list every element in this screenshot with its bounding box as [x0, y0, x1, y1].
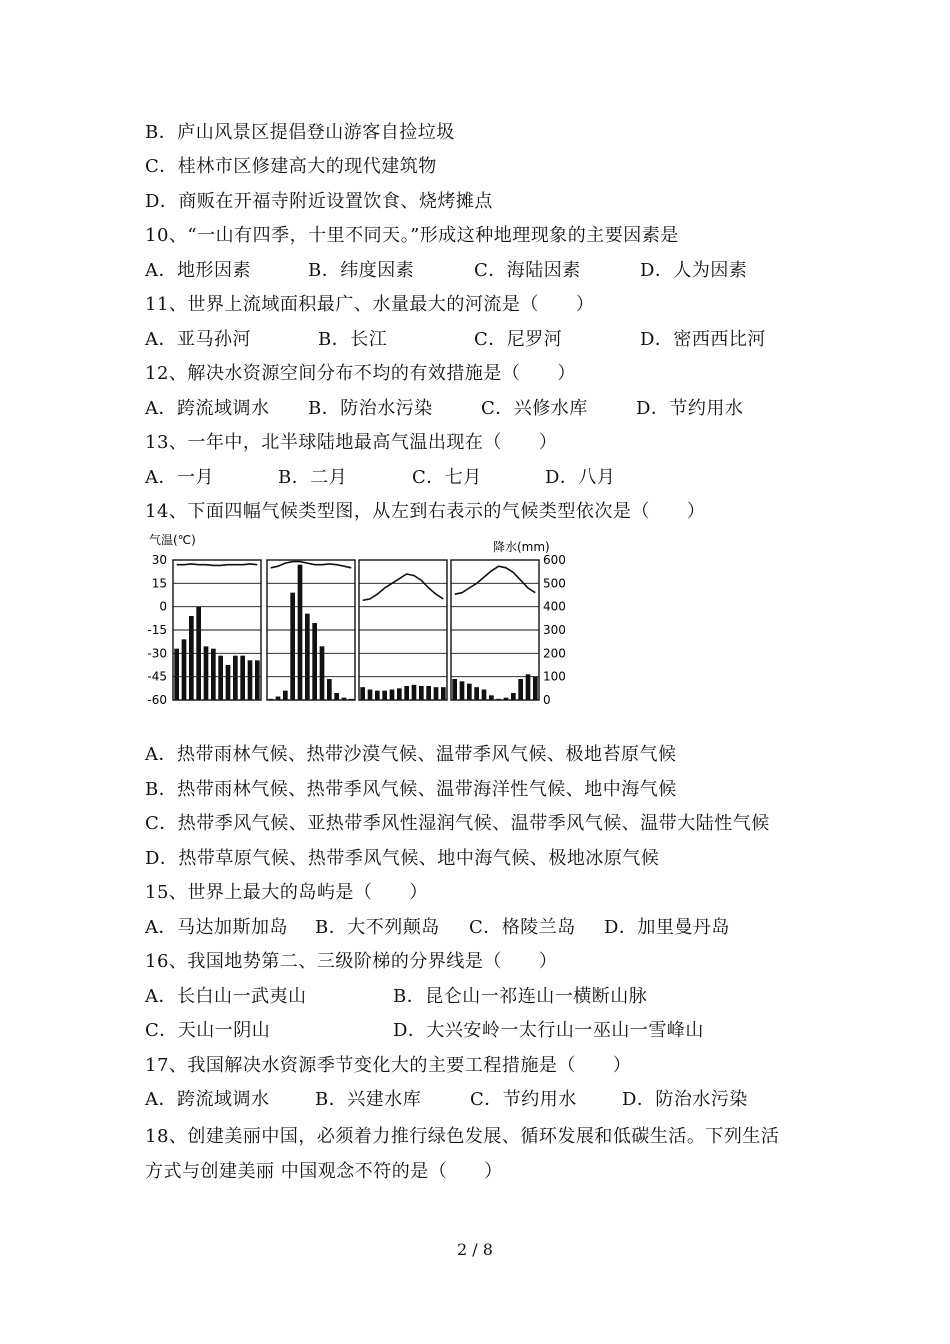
q15-option-a: A．马达加斯加岛 [145, 917, 288, 938]
q16-option-b: B．昆仑山一祁连山一横断山脉 [393, 986, 648, 1007]
temperature-line [363, 574, 444, 600]
precipitation-bar [474, 687, 479, 700]
q10-option-d: D．人为因素 [640, 260, 748, 281]
q11-option-d: D．密西西比河 [640, 329, 766, 350]
precipitation-bar [441, 687, 446, 700]
precipitation-bar [397, 688, 402, 700]
precipitation-bar [320, 646, 325, 700]
precipitation-bar [233, 656, 238, 700]
precipitation-bar [404, 686, 409, 700]
q12-stem: 12、解决水资源空间分布不均的有效措施是（ ） [145, 363, 576, 384]
temperature-line [455, 566, 536, 594]
temperature-tick-label: 0 [159, 599, 167, 614]
q17-stem: 17、我国解决水资源季节变化大的主要工程措施是（ ） [145, 1055, 632, 1076]
q14-option-d: D．热带草原气候、热带季风气候、地中海气候、极地冰原气候 [145, 848, 660, 869]
q16-option-a: A．长白山一武夷山 [145, 986, 307, 1007]
q9-option-c: C．桂林市区修建高大的现代建筑物 [145, 156, 437, 177]
precipitation-bar [368, 690, 373, 701]
precipitation-bar [533, 677, 538, 700]
precipitation-bar [240, 656, 245, 700]
precipitation-bar [327, 679, 332, 700]
precipitation-bar [511, 693, 516, 700]
precipitation-tick-label: 0 [543, 693, 551, 707]
climate-panel-2 [267, 560, 355, 700]
precipitation-tick-label: 500 [543, 576, 566, 591]
precipitation-bar [189, 616, 194, 700]
q15-stem: 15、世界上最大的岛屿是（ ） [145, 882, 428, 903]
temperature-tick-label: -15 [147, 623, 167, 637]
q14-option-a: A．热带雨林气候、热带沙漠气候、温带季风气候、极地苔原气候 [145, 744, 677, 765]
precipitation-bar [283, 691, 288, 700]
q15-option-c: C．格陵兰岛 [469, 917, 576, 938]
q10-option-a: A．地形因素 [145, 260, 251, 281]
precipitation-tick-label: 100 [543, 669, 566, 684]
q10-option-b: B．纬度因素 [308, 260, 415, 281]
q18-stem-line1: 18、创建美丽中国，必须着力推行绿色发展、循环发展和低碳生活。下列生活 [145, 1126, 780, 1147]
q15-option-b: B．大不列颠岛 [315, 917, 440, 938]
q16-option-d: D．大兴安岭一太行山一巫山一雪峰山 [393, 1020, 704, 1041]
precipitation-bar [426, 686, 431, 700]
q12-option-d: D．节约用水 [636, 398, 744, 419]
precipitation-tick-label: 400 [543, 599, 566, 614]
climate-panel-4 [451, 560, 539, 700]
precipitation-bar [390, 690, 395, 701]
q9-option-d: D．商贩在开福寺附近设置饮食、烧烤摊点 [145, 191, 493, 212]
climate-panels [173, 560, 539, 700]
page-number: 2 / 8 [457, 1240, 493, 1259]
precipitation-bar [467, 684, 472, 700]
precipitation-bar [504, 698, 509, 700]
q11-option-a: A．亚马孙河 [145, 329, 251, 350]
q18-stem-line2: 方式与创建美丽 中国观念不符的是（ ） [145, 1161, 503, 1182]
precipitation-bar [342, 698, 347, 700]
precipitation-bar [375, 691, 380, 700]
temperature-tick-label: -45 [147, 669, 167, 684]
q11-option-b: B．长江 [318, 329, 388, 350]
temperature-ticks [147, 553, 167, 707]
precipitation-bar [196, 607, 201, 700]
q17-option-d: D．防治水污染 [622, 1089, 748, 1110]
precipitation-bar [489, 695, 494, 700]
precipitation-bar [290, 593, 295, 700]
q9-option-b: B．庐山风景区提倡登山游客自捡垃圾 [145, 122, 455, 143]
precipitation-bar [174, 649, 179, 700]
precipitation-ticks [543, 553, 566, 707]
temperature-tick-label: 15 [151, 576, 167, 591]
q17-option-c: C．节约用水 [470, 1089, 577, 1110]
temperature-tick-label: 30 [151, 553, 167, 567]
precipitation-bar [204, 646, 209, 700]
q13-option-b: B．二月 [278, 467, 348, 488]
precipitation-bar [211, 649, 216, 700]
climate-panel-3 [359, 560, 447, 700]
precipitation-bar [526, 674, 531, 700]
temperature-line [177, 564, 258, 566]
q12-option-c: C．兴修水库 [481, 398, 588, 419]
precipitation-bar [312, 623, 317, 700]
precipitation-axis-label: 降水(mm) [493, 540, 550, 554]
climate-panel-1 [173, 560, 261, 700]
precipitation-bar [248, 660, 253, 700]
q14-option-c: C．热带季风气候、亚热带季风性湿润气候、温带季风气候、温带大陆性气候 [145, 813, 770, 834]
q15-option-d: D．加里曼丹岛 [604, 917, 730, 938]
precipitation-bar [452, 679, 457, 700]
precipitation-bar [482, 690, 487, 701]
temperature-axis-label: 气温(℃) [149, 533, 196, 547]
precipitation-bar [382, 691, 387, 700]
q10-stem: 10、“一山有四季，十里不同天。”形成这种地理现象的主要因素是 [145, 225, 679, 246]
precipitation-bar [349, 699, 354, 700]
q11-stem: 11、世界上流域面积最广、水量最大的河流是（ ） [145, 294, 595, 315]
q14-option-b: B．热带雨林气候、热带季风气候、温带海洋性气候、地中海气候 [145, 779, 677, 800]
precipitation-bar [218, 656, 223, 700]
q12-option-b: B．防治水污染 [308, 398, 433, 419]
q16-option-c: C．天山一阴山 [145, 1020, 271, 1041]
q11-option-c: C．尼罗河 [474, 329, 563, 350]
precipitation-bar [518, 679, 523, 700]
precipitation-bar [460, 681, 465, 700]
precipitation-bar [268, 699, 273, 700]
q14-stem: 14、下面四幅气候类型图，从左到右表示的气候类型依次是（ ） [145, 501, 706, 522]
temperature-tick-label: -60 [147, 693, 167, 707]
climate-charts-figure [145, 530, 575, 710]
q13-stem: 13、一年中，北半球陆地最高气温出现在（ ） [145, 432, 558, 453]
q16-stem: 16、我国地势第二、三级阶梯的分界线是（ ） [145, 951, 558, 972]
precipitation-bar [360, 687, 365, 700]
precipitation-tick-label: 600 [543, 553, 566, 567]
q13-option-c: C．七月 [412, 467, 482, 488]
q12-option-a: A．跨流域调水 [145, 398, 270, 419]
precipitation-bar [434, 687, 439, 700]
temperature-tick-label: -30 [147, 646, 167, 661]
q13-option-a: A．一月 [145, 467, 214, 488]
precipitation-bar [182, 639, 187, 700]
q17-option-a: A．跨流域调水 [145, 1089, 270, 1110]
precipitation-bar [419, 686, 424, 700]
precipitation-bar [276, 697, 281, 701]
precipitation-bar [496, 699, 501, 700]
precipitation-bar [334, 693, 339, 700]
temperature-line [271, 562, 352, 568]
precipitation-tick-label: 200 [543, 646, 566, 661]
precipitation-bar [305, 614, 310, 700]
precipitation-tick-label: 300 [543, 623, 566, 637]
precipitation-bar [298, 565, 303, 700]
q10-option-c: C．海陆因素 [474, 260, 581, 281]
q17-option-b: B．兴建水库 [315, 1089, 422, 1110]
precipitation-bar [226, 665, 231, 700]
q13-option-d: D．八月 [545, 467, 616, 488]
precipitation-bar [255, 660, 260, 700]
precipitation-bar [412, 685, 417, 700]
